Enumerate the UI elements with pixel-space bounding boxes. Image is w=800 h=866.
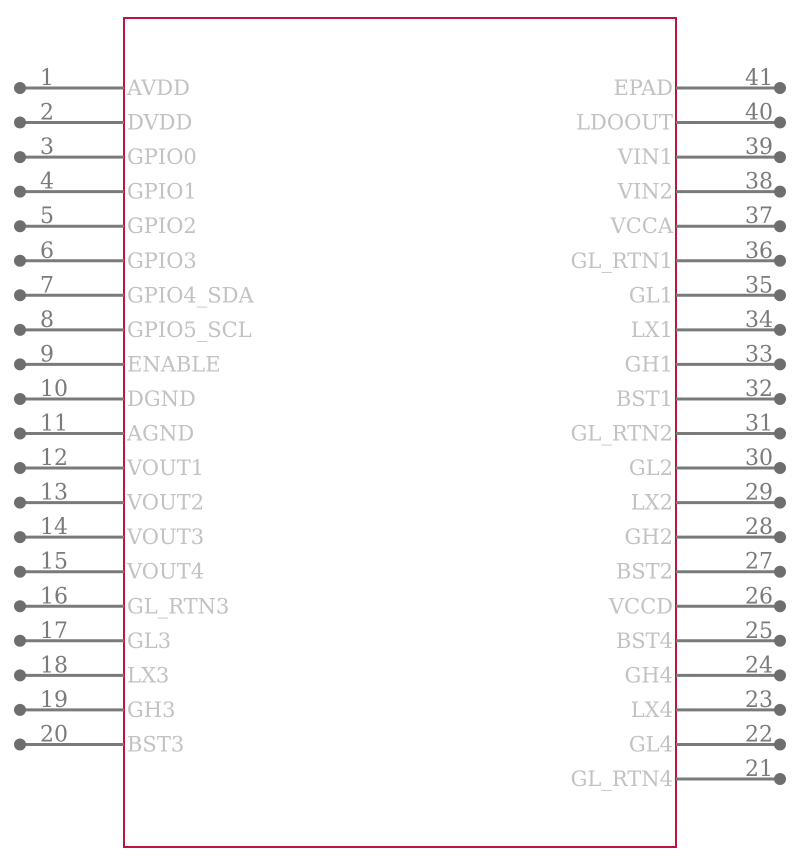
- pin-name: GPIO1: [127, 179, 197, 204]
- pin-endpoint-dot: [774, 600, 786, 612]
- pin-endpoint-dot: [14, 186, 26, 198]
- pin-name: GH2: [624, 525, 673, 550]
- pin-number: 40: [745, 100, 773, 126]
- pin-endpoint-dot: [774, 220, 786, 232]
- pin-name: AVDD: [127, 76, 190, 100]
- pin-name: VIN1: [617, 145, 673, 170]
- pin-31: [571, 412, 786, 446]
- pin-38: [617, 170, 786, 204]
- pin-35: [629, 273, 786, 307]
- pin-name: GL4: [628, 732, 673, 757]
- pin-endpoint-dot: [14, 704, 26, 716]
- pin-endpoint-dot: [14, 393, 26, 405]
- pin-name: LX3: [127, 663, 170, 688]
- pin-name: GPIO3: [127, 248, 197, 273]
- pin-name: VOUT2: [127, 490, 205, 515]
- pin-number: 32: [745, 376, 773, 402]
- pin-13: [14, 481, 204, 515]
- pin-endpoint-dot: [774, 738, 786, 750]
- pin-17: [14, 619, 171, 653]
- pin-name: DGND: [127, 386, 196, 411]
- pin-39: [617, 135, 786, 169]
- pin-11: [14, 412, 194, 446]
- pin-name: GL_RTN4: [570, 767, 673, 791]
- pin-endpoint-dot: [14, 497, 26, 509]
- pin-4: [14, 170, 197, 204]
- pin-endpoint-dot: [774, 773, 786, 785]
- pin-name: GL_RTN1: [570, 248, 673, 273]
- pin-endpoint-dot: [774, 255, 786, 267]
- pin-7: [14, 273, 255, 307]
- right-pin-group: [571, 66, 786, 791]
- pin-number: 9: [40, 342, 54, 368]
- pin-32: [616, 377, 786, 411]
- pin-number: 25: [745, 618, 773, 644]
- pin-endpoint-dot: [14, 220, 26, 232]
- pin-21: [571, 757, 786, 791]
- pin-26: [608, 584, 786, 618]
- pin-name: ENABLE: [127, 352, 221, 377]
- pin-number: 28: [745, 515, 773, 541]
- pin-14: [14, 515, 204, 549]
- pin-number: 1: [40, 66, 54, 91]
- pin-29: [631, 481, 786, 515]
- pin-name: GH4: [624, 663, 673, 688]
- pin-endpoint-dot: [774, 497, 786, 509]
- pin-endpoint-dot: [14, 462, 26, 474]
- pin-15: [14, 550, 204, 584]
- pin-number: 34: [745, 307, 773, 333]
- pin-name: VOUT4: [127, 559, 205, 584]
- pin-number: 21: [745, 757, 773, 782]
- pin-28: [625, 515, 786, 549]
- pin-number: 11: [40, 411, 68, 437]
- pin-number: 20: [40, 722, 68, 748]
- pin-10: [14, 377, 196, 411]
- pin-number: 23: [745, 687, 773, 713]
- pin-endpoint-dot: [774, 566, 786, 578]
- pin-16: [14, 584, 229, 618]
- pin-number: 18: [40, 653, 68, 679]
- pin-endpoint-dot: [774, 82, 786, 94]
- pin-name: GL3: [127, 628, 172, 653]
- pin-name: GL_RTN2: [570, 421, 673, 446]
- pin-number: 19: [40, 687, 68, 713]
- pin-name: GPIO0: [127, 145, 197, 170]
- pin-number: 6: [40, 238, 54, 264]
- pin-endpoint-dot: [774, 151, 786, 163]
- pin-name: BST1: [615, 386, 673, 411]
- pin-name: LX4: [630, 697, 673, 722]
- pin-41: [613, 66, 786, 100]
- pin-name: GH1: [624, 352, 673, 377]
- pin-endpoint-dot: [774, 669, 786, 681]
- pin-number: 33: [745, 342, 773, 368]
- pin-number: 39: [745, 135, 773, 161]
- pin-8: [14, 308, 252, 342]
- pin-number: 3: [40, 135, 54, 161]
- pin-endpoint-dot: [774, 358, 786, 370]
- pin-25: [616, 619, 786, 653]
- pin-endpoint-dot: [14, 324, 26, 336]
- pin-number: 29: [745, 480, 773, 506]
- pin-number: 5: [40, 204, 54, 230]
- pin-name: AGND: [127, 421, 195, 446]
- pin-number: 22: [745, 722, 773, 748]
- pin-endpoint-dot: [774, 117, 786, 129]
- pin-endpoint-dot: [14, 289, 26, 301]
- pin-name: GL2: [628, 456, 673, 481]
- pin-name: LX2: [630, 490, 673, 515]
- pin-endpoint-dot: [774, 531, 786, 543]
- pin-3: [14, 135, 197, 169]
- pin-33: [625, 342, 786, 376]
- pin-endpoint-dot: [774, 186, 786, 198]
- pin-name: VIN2: [617, 179, 673, 204]
- pin-40: [576, 101, 786, 135]
- pin-number: 41: [745, 66, 773, 91]
- pin-number: 35: [745, 273, 773, 299]
- pin-name: GPIO5_SCL: [127, 317, 252, 342]
- pin-name: LX1: [630, 317, 673, 342]
- pin-name: BST3: [127, 732, 185, 757]
- pin-34: [631, 308, 786, 342]
- pin-endpoint-dot: [14, 531, 26, 543]
- pin-number: 16: [40, 584, 68, 610]
- pin-name: VOUT1: [127, 456, 205, 481]
- pin-23: [631, 688, 786, 722]
- pin-number: 24: [745, 653, 773, 679]
- pin-number: 8: [40, 307, 54, 333]
- pin-20: [14, 722, 184, 756]
- pin-number: 4: [40, 169, 54, 195]
- pin-endpoint-dot: [14, 82, 26, 94]
- pin-name: LDOOUT: [576, 110, 673, 135]
- pin-number: 37: [745, 204, 773, 230]
- pin-37: [610, 204, 786, 238]
- pin-36: [571, 239, 786, 273]
- pin-number: 31: [745, 411, 773, 437]
- pin-number: 13: [40, 480, 68, 506]
- pin-endpoint-dot: [14, 255, 26, 267]
- pin-name: BST2: [615, 559, 673, 584]
- pin-number: 27: [745, 549, 773, 575]
- pin-endpoint-dot: [774, 289, 786, 301]
- pin-number: 7: [40, 273, 54, 299]
- pin-number: 10: [40, 376, 68, 402]
- pin-name: EPAD: [613, 76, 673, 100]
- pin-name: VOUT3: [127, 525, 205, 550]
- pin-endpoint-dot: [14, 738, 26, 750]
- pin-24: [625, 653, 786, 687]
- pin-2: [14, 101, 192, 135]
- pin-1: [14, 66, 190, 100]
- pin-number: 26: [745, 584, 773, 610]
- pin-endpoint-dot: [14, 151, 26, 163]
- pin-name: DVDD: [127, 110, 193, 135]
- pin-18: [14, 653, 169, 687]
- pin-number: 30: [745, 446, 773, 472]
- pin-name: GL1: [628, 283, 673, 308]
- pin-name: VCCD: [608, 594, 673, 619]
- pin-12: [14, 446, 204, 480]
- pin-endpoint-dot: [774, 704, 786, 716]
- pin-endpoint-dot: [774, 635, 786, 647]
- pin-endpoint-dot: [774, 428, 786, 440]
- pin-name: BST4: [615, 628, 673, 653]
- pin-endpoint-dot: [14, 566, 26, 578]
- pin-endpoint-dot: [14, 600, 26, 612]
- pin-19: [14, 688, 175, 722]
- pin-22: [629, 722, 786, 756]
- pin-name: GH3: [127, 697, 176, 722]
- pin-30: [629, 446, 786, 480]
- pin-endpoint-dot: [14, 117, 26, 129]
- pin-name: GPIO4_SDA: [127, 283, 254, 308]
- pin-5: [14, 204, 197, 238]
- pin-number: 12: [40, 446, 68, 472]
- pin-name: GL_RTN3: [127, 594, 230, 619]
- pin-9: [14, 342, 221, 376]
- pin-name: GPIO2: [127, 214, 197, 239]
- pin-27: [616, 550, 786, 584]
- pin-number: 15: [40, 549, 68, 575]
- pin-endpoint-dot: [14, 428, 26, 440]
- pin-endpoint-dot: [14, 358, 26, 370]
- pin-number: 36: [745, 238, 773, 264]
- pin-endpoint-dot: [774, 393, 786, 405]
- left-pin-group: [14, 66, 255, 756]
- pin-endpoint-dot: [774, 324, 786, 336]
- pin-number: 38: [745, 169, 773, 195]
- pin-number: 14: [40, 515, 68, 541]
- pin-number: 17: [40, 618, 68, 644]
- pin-number: 2: [40, 100, 54, 126]
- pin-6: [14, 239, 197, 273]
- pin-name: VCCA: [610, 214, 673, 239]
- pin-endpoint-dot: [14, 669, 26, 681]
- pin-endpoint-dot: [774, 462, 786, 474]
- pin-endpoint-dot: [14, 635, 26, 647]
